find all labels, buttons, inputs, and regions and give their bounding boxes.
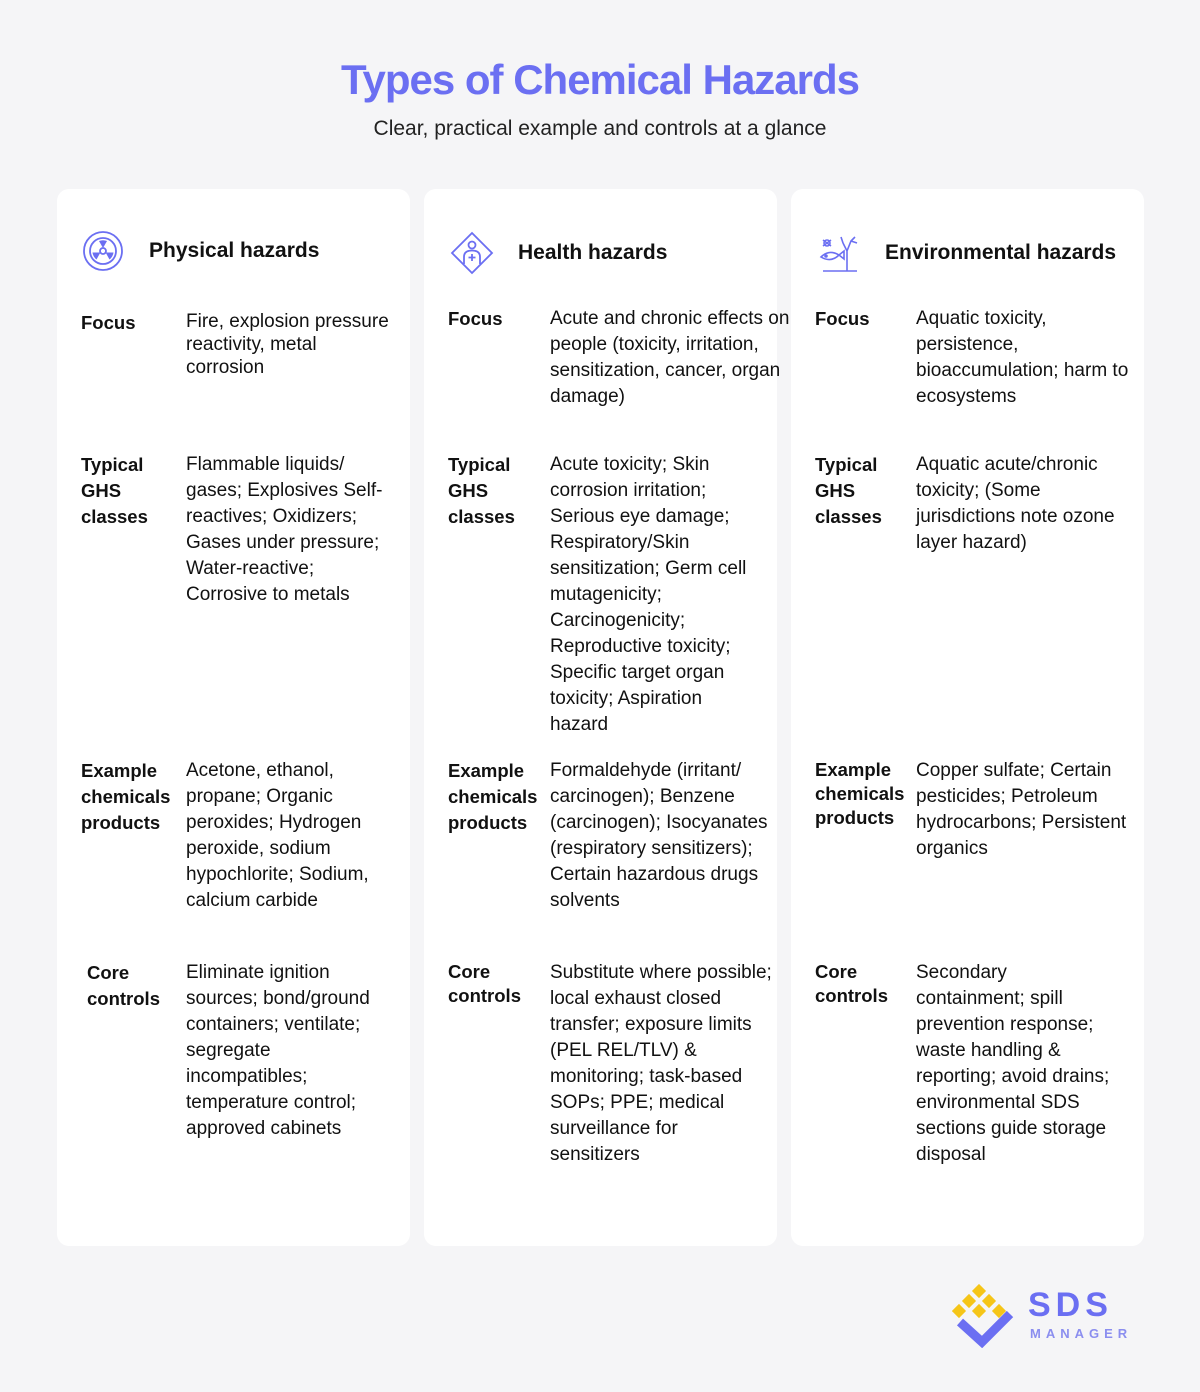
- focus-label: Focus: [81, 312, 136, 333]
- controls-value: Substitute where possible; local exhaust closed transfer; exposure limits (PEL REL/TLV) & monitoring; task-based SOPs; PPE; medical surveillance for sensitizers: [550, 962, 772, 1165]
- focus-label: Focus: [448, 308, 503, 329]
- focus-label: Focus: [815, 308, 870, 329]
- logo-subtitle: MANAGER: [1030, 1326, 1133, 1341]
- ghs-value: Flammable liquids/ gases; Explosives Self-reactives; Oxidizers; Gases under pressure; Water-reactive; Corrosive to metals: [186, 454, 383, 605]
- card-title: Health hazards: [518, 241, 668, 264]
- health-hazards-card: [424, 189, 790, 1246]
- page-title: Types of Chemical Hazards: [340, 56, 860, 103]
- example-value: Copper sulfate; Certain pesticides; Petroleum hydrocarbons; Persistent organics: [916, 760, 1127, 859]
- environmental-hazards-card: [791, 189, 1144, 1246]
- controls-label: Core controls: [815, 961, 888, 1006]
- controls-label: Core controls: [448, 961, 521, 1006]
- focus-value: Aquatic toxicity, persistence, bioaccumulation; harm to ecosystems: [916, 308, 1129, 407]
- ghs-label: Typical GHS classes: [815, 454, 882, 527]
- example-value: Formaldehyde (irritant/ carcinogen); Benzene (carcinogen); Isocyanates (respiratory sensitizers); Certain hazardous drugs solvents: [550, 760, 768, 911]
- logo-name: SDS: [1028, 1286, 1113, 1324]
- controls-value: Secondary containment; spill prevention response; waste handling & reporting; avoid drains; environmental SDS sections guide storage disposal: [916, 962, 1110, 1165]
- sds-manager-logo: [952, 1284, 1142, 1348]
- ghs-label: Typical GHS classes: [81, 454, 148, 527]
- radiation-hazard-icon: [81, 229, 125, 273]
- page-subtitle: Clear, practical example and controls at a glance: [373, 117, 827, 140]
- physical-hazards-card: [57, 189, 410, 1246]
- health-hazard-icon: [450, 231, 494, 275]
- card-title: Environmental hazards: [885, 241, 1117, 264]
- example-label: Example chemicals products: [448, 760, 538, 833]
- focus-value: Fire, explosion pressure reactivity, metal corrosion: [186, 311, 389, 378]
- card-title: Physical hazards: [149, 239, 320, 262]
- card-header: [450, 231, 667, 275]
- logo-diamonds-icon: [952, 1284, 1016, 1348]
- ghs-label: Typical GHS classes: [448, 454, 515, 527]
- example-label: Example chemicals products: [815, 759, 905, 828]
- ghs-value: Acute toxicity; Skin corrosion irritation; Serious eye damage; Respiratory/Skin sensitization; Germ cell mutagenicity; Carcinogenicity; Reproductive toxicity; Specific target organ toxicity; Aspiration hazard: [550, 454, 747, 735]
- controls-label: Core controls: [87, 962, 160, 1009]
- example-label: Example chemicals products: [81, 760, 171, 833]
- card-header: [817, 231, 1116, 275]
- environmental-hazard-icon: [817, 231, 861, 275]
- example-value: Acetone, ethanol, propane; Organic peroxides; Hydrogen peroxide, sodium hypochlorite; Sodium, calcium carbide: [186, 760, 369, 911]
- ghs-value: Aquatic acute/chronic toxicity; (Some jurisdictions note ozone layer hazard): [916, 454, 1115, 553]
- controls-value: Eliminate ignition sources; bond/ground containers; ventilate; segregate incompatibles; temperature control; approved cabinets: [186, 962, 370, 1139]
- card-header: [81, 229, 319, 273]
- focus-value: Acute and chronic effects on people (toxicity, irritation, sensitization, cancer, organ damage): [550, 308, 790, 407]
